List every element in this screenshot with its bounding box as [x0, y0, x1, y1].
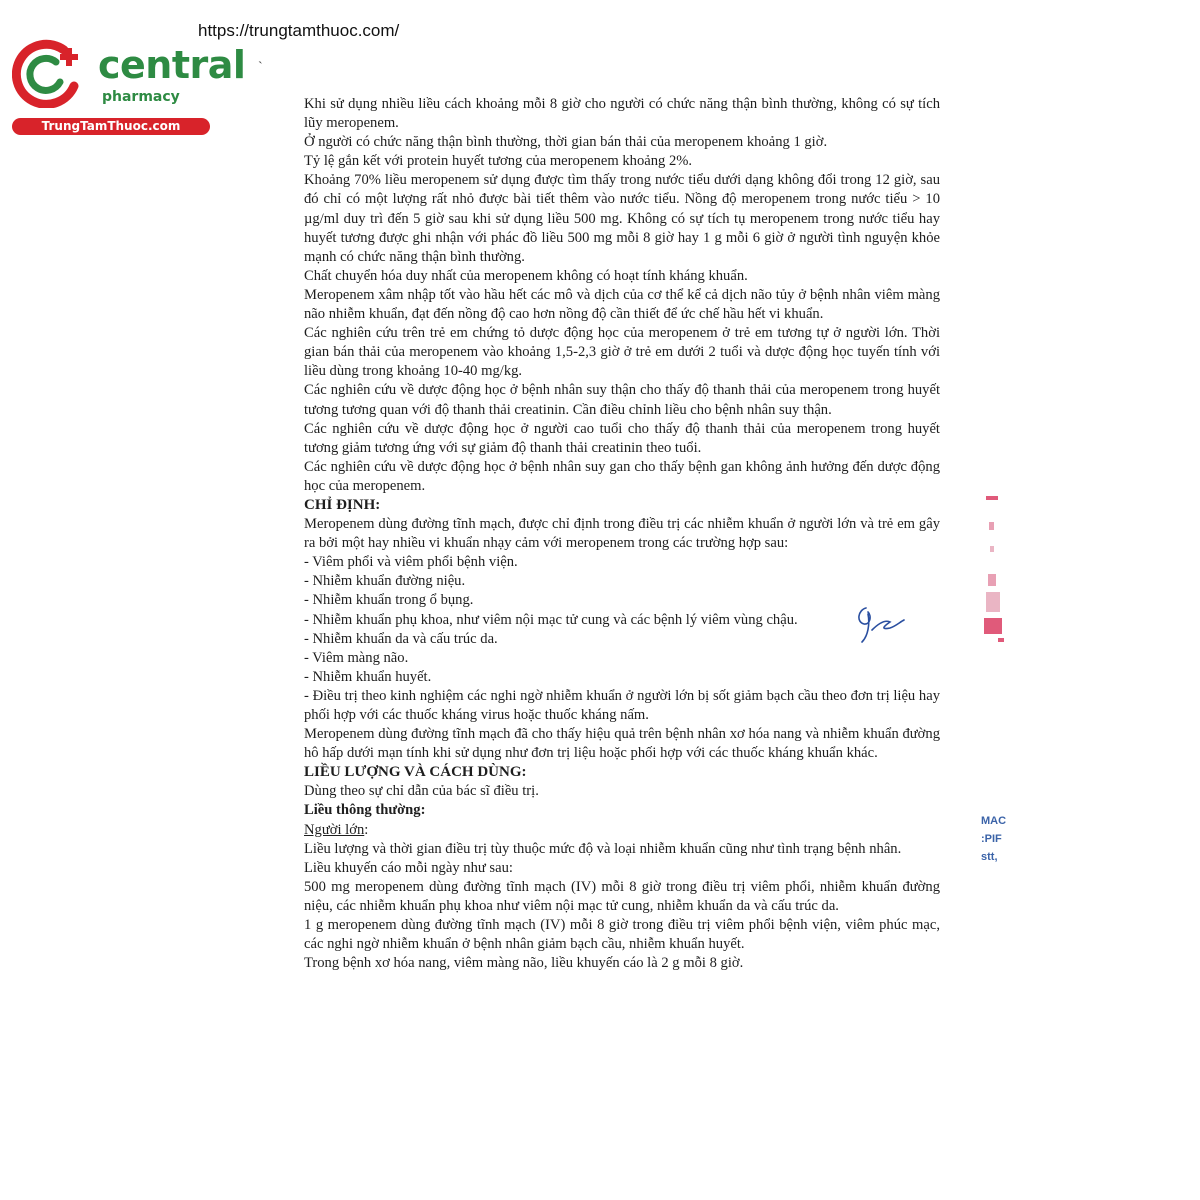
pk-paragraph: Ở người có chức năng thận bình thường, thời gian bán thải của meropenem khoảng 1 giờ.: [304, 134, 828, 151]
indication-item: - Nhiễm khuẩn da và cấu trúc da.: [304, 630, 498, 647]
pk-paragraph: Các nghiên cứu về dược động học ở người cao tuổi cho thấy độ thanh thải của meropenem trong huyết tương giảm tương ứng với sự giảm độ thanh thải creatinin theo tuổi.: [304, 420, 940, 456]
pk-paragraph: Các nghiên cứu trên trẻ em chứng tỏ dược động học của meropenem ở trẻ em tương tự ở người lớn. Thời gian bán thải của meropenem vào khoảng 1,5-2,3 giờ ở trẻ em dưới 2 tuổi và dược động học tuyến tính với liều dùng trong khoảng 10-40 mg/kg.: [304, 325, 940, 380]
indication-item: - Nhiễm khuẩn huyết.: [304, 668, 432, 685]
edge-text-line: MAC: [981, 815, 1007, 827]
pk-paragraph: Các nghiên cứu về dược động học ở bệnh nhân suy gan cho thấy bệnh gan không ảnh hưởng đến dược động học của meropenem.: [304, 458, 940, 494]
scan-mark: `: [258, 60, 263, 75]
pk-paragraph: Tỷ lệ gắn kết với protein huyết tương của meropenem khoảng 2%.: [304, 153, 693, 170]
brand-name: central: [98, 43, 246, 87]
indications-heading: CHỈ ĐỊNH:: [304, 496, 381, 513]
stamp-strip: [980, 488, 1006, 658]
adults-colon: :: [364, 821, 369, 838]
pk-paragraph: Meropenem xâm nhập tốt vào hầu hết các mô và dịch của cơ thể kể cả dịch não tủy ở bệnh nhân viêm màng não nhiễm khuẩn, đạt đến nồng độ cao hơn nồng độ cần thiết để ức chế hầu hết vi khuẩn.: [304, 286, 940, 323]
website-url[interactable]: https://trungtamthuoc.com/: [198, 21, 400, 40]
central-pharmacy-logo-icon: [12, 38, 88, 108]
edge-text-line: stt,: [981, 851, 998, 863]
edge-text-line: :PIF: [981, 833, 1002, 845]
indication-item: - Nhiễm khuẩn phụ khoa, như viêm nội mạc tử cung và các bệnh lý viêm vùng chậu.: [304, 611, 798, 628]
dosage-paragraph: Liều lượng và thời gian điều trị tùy thuộc mức độ và loại nhiễm khuẩn cũng như tình trạng bệnh nhân.: [304, 840, 902, 857]
signature-mark: [850, 600, 906, 646]
adults-label: Người lớn: [304, 821, 365, 838]
dosage-subheading: Liều thông thường:: [304, 802, 426, 819]
indications-outro: Meropenem dùng đường tĩnh mạch đã cho thấy hiệu quả trên bệnh nhân xơ hóa nang và nhiễm khuẩn đường hô hấp dưới mạn tính khi sử dụng như đơn trị liệu hoặc phối hợp với các thuốc kháng khuẩn khác.: [304, 726, 940, 762]
dosage-paragraph: Trong bệnh xơ hóa nang, viêm màng não, liều khuyến cáo là 2 g mỗi 8 giờ.: [304, 955, 744, 972]
dosage-paragraph: 500 mg meropenem dùng đường tĩnh mạch (IV) mỗi 8 giờ trong điều trị viêm phổi, nhiễm khuẩn đường niệu, các nhiễm khuẩn phụ khoa như viêm nội mạc tử cung, nhiễm khuẩn da và cấu trúc da.: [304, 878, 940, 914]
pk-paragraph: Chất chuyển hóa duy nhất của meropenem không có hoạt tính kháng khuẩn.: [304, 267, 748, 284]
adults-label-line: [304, 821, 940, 840]
pk-paragraph: Khoảng 70% liều meropenem sử dụng được tìm thấy trong nước tiểu dưới dạng không đổi trong 12 giờ, sau đó chỉ có một lượng rất nhỏ được bài tiết thêm vào nước tiểu. Nồng độ meropenem trong nước tiểu > 10 µg/ml duy trì đến 5 giờ sau khi sử dụng liều 500 mg. Không có sự tích tụ meropenem trong nước tiểu hay huyết tương được ghi nhận với phác đồ liều 500 mg mỗi 8 giờ hay 1 g mỗi 6 giờ ở người tình nguyện khỏe mạnh có chức năng thận bình thường.: [304, 172, 940, 265]
indication-item: - Nhiễm khuẩn đường niệu.: [304, 573, 466, 590]
pk-paragraph: Các nghiên cứu về dược động học ở bệnh nhân suy thận cho thấy độ thanh thải của meropenem trong huyết tương tương quan với độ thanh thải creatinin. Cần điều chỉnh liều cho bệnh nhân suy thận.: [304, 382, 940, 418]
dosage-intro: Dùng theo sự chỉ dẫn của bác sĩ điều trị.: [304, 783, 539, 800]
indication-item: - Điều trị theo kinh nghiệm các nghi ngờ nhiễm khuẩn ở người lớn bị sốt giảm bạch cầu theo đơn trị liệu hay phối hợp với các thuốc kháng virus hoặc thuốc kháng nấm.: [304, 687, 940, 723]
dosage-paragraph: Liều khuyến cáo mỗi ngày như sau:: [304, 859, 513, 876]
indication-item: - Viêm màng não.: [304, 649, 409, 666]
indication-item: - Viêm phổi và viêm phổi bệnh viện.: [304, 554, 518, 571]
brand-subtitle: pharmacy: [102, 89, 180, 105]
dosage-paragraph: 1 g meropenem dùng đường tĩnh mạch (IV) mỗi 8 giờ trong điều trị viêm phổi bệnh viện, viêm phúc mạc, các nghi ngờ nhiễm khuẩn ở bệnh nhân giảm bạch cầu, nhiễm khuẩn huyết.: [304, 917, 940, 953]
edge-text: [981, 812, 1006, 866]
central-pharmacy-logo[interactable]: [10, 38, 246, 138]
indications-intro: Meropenem dùng đường tĩnh mạch, được chỉ định trong điều trị các nhiễm khuẩn ở người lớn và trẻ em gây ra bởi một hay nhiều vi khuẩn nhạy cảm với meropenem trong các trường hợp sau:: [304, 516, 940, 552]
brand-badge: TrungTamThuoc.com: [12, 118, 210, 135]
dosage-heading: LIỀU LƯỢNG VÀ CÁCH DÙNG:: [304, 764, 527, 781]
indication-item: - Nhiễm khuẩn trong ổ bụng.: [304, 592, 474, 609]
document-body: [304, 95, 940, 973]
pk-paragraph: Khi sử dụng nhiều liều cách khoảng mỗi 8 giờ cho người có chức năng thận bình thường, không có sự tích lũy meropenem.: [304, 96, 940, 132]
